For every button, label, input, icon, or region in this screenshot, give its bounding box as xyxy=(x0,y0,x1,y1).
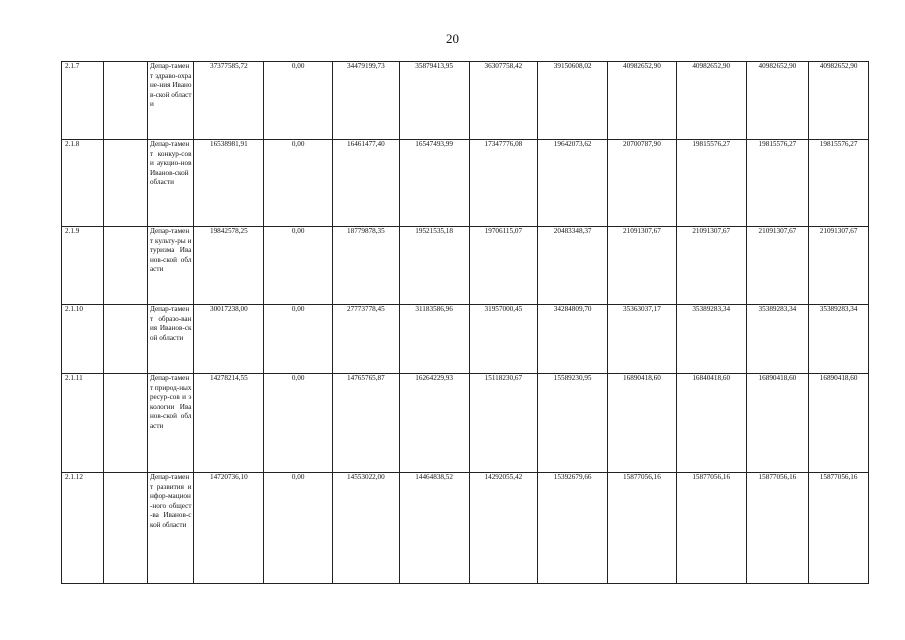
row-code: 2.1.8 xyxy=(62,140,104,227)
table-row xyxy=(62,227,869,305)
value-cell: 21091307,67 xyxy=(608,227,677,305)
value-cell: 40982652,90 xyxy=(809,62,869,140)
budget-table xyxy=(61,61,869,584)
row-code: 2.1.11 xyxy=(62,374,104,473)
value-cell: 19642073,62 xyxy=(538,140,608,227)
value-cell: 16890418,60 xyxy=(608,374,677,473)
value-cell: 0,00 xyxy=(264,305,333,374)
value-cell: 35879413,95 xyxy=(399,62,469,140)
empty-cell xyxy=(104,140,147,227)
value-cell: 34284809,70 xyxy=(538,305,608,374)
value-cell: 35389283,34 xyxy=(746,305,809,374)
value-cell: 19815576,27 xyxy=(676,140,746,227)
row-code: 2.1.7 xyxy=(62,62,104,140)
row-code: 2.1.9 xyxy=(62,227,104,305)
value-cell: 15118230,67 xyxy=(469,374,538,473)
value-cell: 21091307,67 xyxy=(809,227,869,305)
empty-cell xyxy=(104,62,147,140)
value-cell: 17347776,08 xyxy=(469,140,538,227)
value-cell: 0,00 xyxy=(264,62,333,140)
department-name: Депар-тамент образо-вания Иванов-ской области xyxy=(147,305,194,374)
value-cell: 0,00 xyxy=(264,473,333,584)
value-cell: 37377585,72 xyxy=(194,62,264,140)
empty-cell xyxy=(104,473,147,584)
empty-cell xyxy=(104,374,147,473)
value-cell: 16538981,91 xyxy=(194,140,264,227)
value-cell: 39150608,02 xyxy=(538,62,608,140)
table-row xyxy=(62,374,869,473)
value-cell: 15877056,16 xyxy=(676,473,746,584)
table-row xyxy=(62,62,869,140)
department-name: Депар-тамент здраво-охране-ния Иванов-ской области xyxy=(147,62,194,140)
value-cell: 20700787,90 xyxy=(608,140,677,227)
value-cell: 14278214,55 xyxy=(194,374,264,473)
value-cell: 21091307,67 xyxy=(746,227,809,305)
department-name: Депар-тамент развития инфор-мацион-ного общест-ва Иванов-ской области xyxy=(147,473,194,584)
value-cell: 30017238,00 xyxy=(194,305,264,374)
table-row xyxy=(62,305,869,374)
value-cell: 14464838,52 xyxy=(399,473,469,584)
department-name: Депар-тамент культу-ры и туризма Иванов-ской области xyxy=(147,227,194,305)
value-cell: 14720736,10 xyxy=(194,473,264,584)
value-cell: 40982652,90 xyxy=(746,62,809,140)
value-cell: 14765765,87 xyxy=(333,374,400,473)
value-cell: 16547493,99 xyxy=(399,140,469,227)
value-cell: 15877056,16 xyxy=(809,473,869,584)
value-cell: 40982652,90 xyxy=(608,62,677,140)
value-cell: 14553022,00 xyxy=(333,473,400,584)
row-code: 2.1.12 xyxy=(62,473,104,584)
value-cell: 21091307,67 xyxy=(676,227,746,305)
value-cell: 15589230,95 xyxy=(538,374,608,473)
value-cell: 14292055,42 xyxy=(469,473,538,584)
value-cell: 16890418,60 xyxy=(746,374,809,473)
value-cell: 19815576,27 xyxy=(746,140,809,227)
value-cell: 34479199,73 xyxy=(333,62,400,140)
table-body xyxy=(62,62,869,584)
page-number: 20 xyxy=(446,31,459,46)
value-cell: 35363037,17 xyxy=(608,305,677,374)
row-code: 2.1.10 xyxy=(62,305,104,374)
department-name: Депар-тамент конкур-сов и аукцио-нов Иванов-ской области xyxy=(147,140,194,227)
value-cell: 19842578,25 xyxy=(194,227,264,305)
value-cell: 16890418,60 xyxy=(809,374,869,473)
value-cell: 19815576,27 xyxy=(809,140,869,227)
value-cell: 16264229,93 xyxy=(399,374,469,473)
value-cell: 35389283,34 xyxy=(676,305,746,374)
value-cell: 31183586,96 xyxy=(399,305,469,374)
value-cell: 15877056,16 xyxy=(608,473,677,584)
value-cell: 16840418,60 xyxy=(676,374,746,473)
value-cell: 16461477,40 xyxy=(333,140,400,227)
value-cell: 15877056,16 xyxy=(746,473,809,584)
value-cell: 0,00 xyxy=(264,374,333,473)
value-cell: 27773778,45 xyxy=(333,305,400,374)
table-row xyxy=(62,140,869,227)
value-cell: 20483348,37 xyxy=(538,227,608,305)
table-row xyxy=(62,473,869,584)
value-cell: 40982652,90 xyxy=(676,62,746,140)
value-cell: 19706115,07 xyxy=(469,227,538,305)
empty-cell xyxy=(104,305,147,374)
empty-cell xyxy=(104,227,147,305)
value-cell: 18779878,35 xyxy=(333,227,400,305)
value-cell: 31957000,45 xyxy=(469,305,538,374)
value-cell: 35389283,34 xyxy=(809,305,869,374)
value-cell: 0,00 xyxy=(264,227,333,305)
value-cell: 36307758,42 xyxy=(469,62,538,140)
value-cell: 15392679,66 xyxy=(538,473,608,584)
value-cell: 0,00 xyxy=(264,140,333,227)
value-cell: 19521535,18 xyxy=(399,227,469,305)
department-name: Депар-тамент природ-ных ресур-сов и экологии Иванов-ской области xyxy=(147,374,194,473)
